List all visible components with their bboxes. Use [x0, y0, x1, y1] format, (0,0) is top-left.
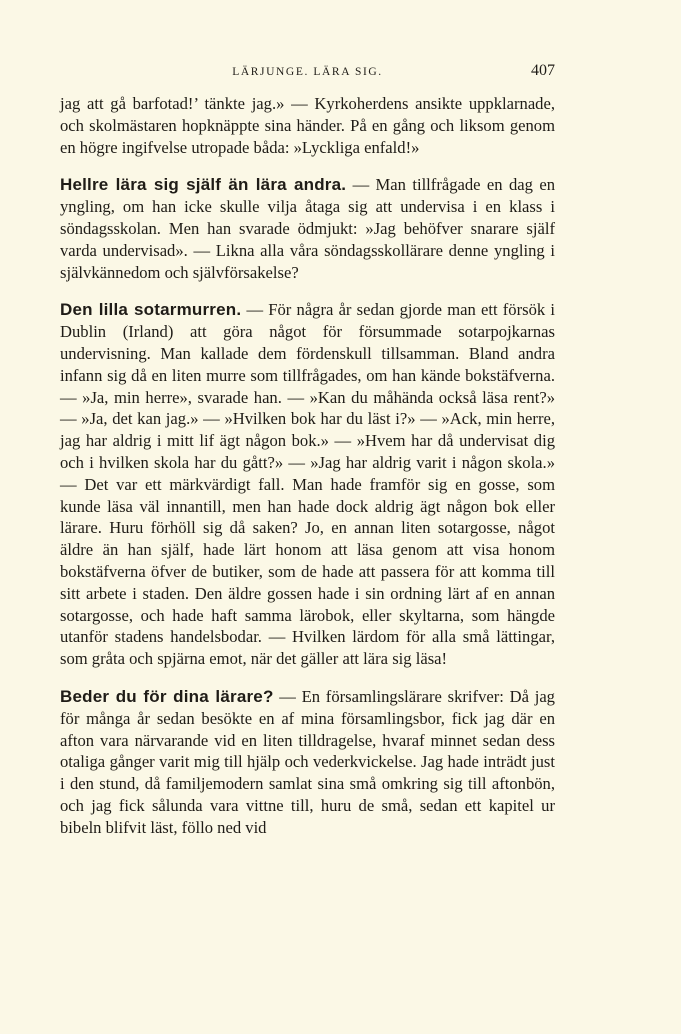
paragraph-continuation [60, 93, 555, 158]
paragraph-text: — Man tillfrågade en dag en yngling, om han icke skulle vilja åtaga sig att undervisa i en klass i söndagsskolan. Men han svarade ödmjukt: »Jag behöfver snarare själf varda undervisad». — Likna alla våra söndagsskollärare denne yngling i självkännedom och självförsakelse? [60, 175, 555, 282]
section-heading: Hellre lära sig själf än lära andra. [60, 175, 347, 195]
page-number: 407 [531, 62, 555, 79]
paragraph-text: — För några år sedan gjorde man ett försök i Dublin (Irland) att göra något för försummade sotarpojkarnas undervisning. Man kallade dem fördenskull tillsamman. Bland andra infann sig då en liten murre som tillfrågades, om han kände bokstäfverna. — »Ja, min herre», svarade han. — »Kan du måhända också läsa rent?» — »Ja, det kan jag.» — »Hvilken bok har du läst i?» — »Ack, min herre, jag har aldrig i mitt lif ägt någon bok.» — »Hvem har då undervisat dig och i hvilken skola har du gått?» — »Jag har aldrig varit i någon skola.» — Det var ett märkvärdigt fall. Man hade framför sig en gosse, som kunde läsa väl innantill, men han hade dock aldrig ägt någon bok eller lärare. Huru förhöll sig då saken? Jo, en annan liten sotargosse, något äldre än han själf, hade lärt honom att läsa genom att visa honom bokstäfverna öfver de butiker, som de hade att passera för att komma till sitt arbete i staden. Den äldre gossen hade i sin ordning lärt af en annan sotargosse, och hade haft samma lärobok, eller skyltarna, som hängde utanför stadens handelsbodar. — Hvilken lärdom för alla små lättingar, som gråta och spjärna emot, när det gäller att lära sig läsa! [60, 300, 555, 669]
section-beder-du [60, 686, 555, 839]
section-heading: Den lilla sotarmurren. [60, 300, 242, 320]
section-sotarmurren [60, 299, 555, 670]
section-hellre-lara [60, 174, 555, 283]
running-head [60, 62, 555, 84]
paragraph-text: jag att gå barfotad!’ tänkte jag.» — Kyrkoherdens ansikte uppklarnade, och skolmästaren hopknäppte sina händer. På en gång och liksom genom en högre ingifvelse utropade båda: »Lyckliga enfald!» [60, 94, 555, 157]
section-heading: Beder du för dina lärare? [60, 686, 274, 706]
running-head-title: LÄRJUNGE. LÄRA SIG. [232, 66, 383, 78]
body-text [60, 93, 555, 839]
paragraph-text: — En församlingslärare skrifver: Då jag för många år sedan besökte en af mina församlingsbor, fick jag där en afton vara närvarande vid en liten tilldragelse, hvaraf minnet sedan dess otaliga gånger varit mig till hjälp och vederkvickelse. Jag hade inträdt just i den stund, då familjemodern samlat sina små omkring sig till aftonbön, och jag fick sålunda vara vittne till, huru de små, sedan ett kapitel ur bibeln blifvit läst, föllo ned vid [60, 686, 555, 837]
